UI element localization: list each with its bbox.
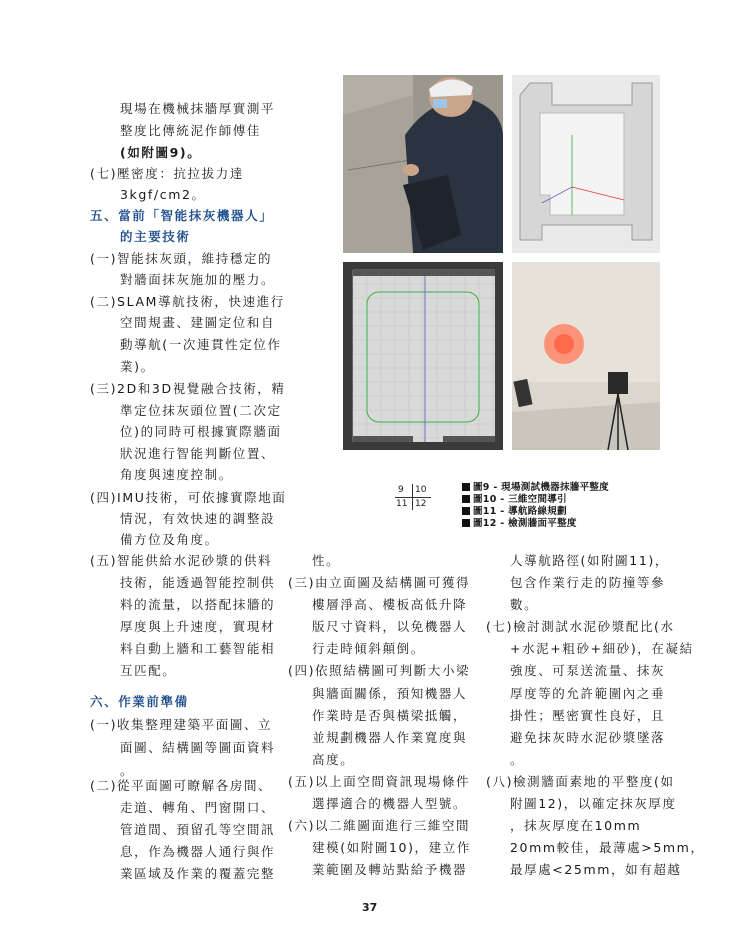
text-line: 業區域及作業的覆蓋完整 <box>120 866 276 881</box>
text-line: 厚度與上升速度，實現材 <box>120 619 276 634</box>
text-line: 性。 <box>312 553 341 568</box>
text-line: 行走時傾斜顛倒。 <box>312 641 425 656</box>
text-line: 20mm較佳，最薄處>5mm， <box>510 840 705 855</box>
text-line: 面圖、結構圖等圖面資料 <box>120 740 276 755</box>
legend-item-12: 圖12 - 檢測牆面平整度 <box>462 515 577 529</box>
text-line: 位)的同時可根據實際牆面 <box>120 424 282 439</box>
text-line: 互匹配。 <box>120 663 177 678</box>
text-line: (四)IMU技術，可依據實際地面 <box>90 490 287 505</box>
text-line: 選擇適合的機器人型號。 <box>312 796 468 811</box>
figure-9-photo <box>343 75 503 253</box>
text-line: 空間規畫、建圖定位和自 <box>120 315 276 330</box>
text-line: 最厚處<25mm，如有超越 <box>510 862 682 877</box>
text-line: 3kgf/cm2。 <box>120 187 206 202</box>
text-line: (五)以上面空間資訊現場條件 <box>288 774 471 789</box>
text-line: (三)2D和3D視覺融合技術，精 <box>90 381 286 396</box>
section-heading: 六、作業前準備 <box>90 694 189 709</box>
text-line: 。 <box>120 763 135 778</box>
figure-10-3d-model <box>512 75 660 253</box>
figure-index-grid <box>395 484 431 510</box>
section-heading: 五、當前「智能抹灰機器人」 <box>90 208 274 223</box>
figure-11-navigation-plan <box>343 262 503 450</box>
text-line: (二)從平面圖可瞭解各房間、 <box>90 778 273 793</box>
grid-bl: 11 <box>396 499 408 509</box>
legend-item-9: 圖9 - 現場測試機器抹牆平整度 <box>462 479 609 493</box>
text-line: 情況，有效快速的調整設 <box>120 511 276 526</box>
legend-item-11: 圖11 - 導航路線規劃 <box>462 503 567 517</box>
text-line: +水泥+粗砂+細砂)，在凝結 <box>510 641 694 656</box>
text-line: 業)。 <box>120 359 155 374</box>
text-line: (七)檢討測試水泥砂漿配比(水 <box>486 619 675 634</box>
text-line: (八)檢測牆面素地的平整度(如 <box>486 774 675 789</box>
text-line: 建模(如附圖10)，建立作 <box>312 840 471 855</box>
grid-tr: 10 <box>415 485 427 495</box>
figure-12-wall-test-photo <box>512 262 660 450</box>
text-line: (六)以二維圖面進行三維空間 <box>288 818 471 833</box>
text-line: 厚度等的允許範圍內之垂 <box>510 686 666 701</box>
text-line: 動導航(一次連貫性定位作 <box>120 337 282 352</box>
text-line: 準定位抹灰頭位置(二次定 <box>120 403 282 418</box>
text-line: 包含作業行走的防撞等參 <box>510 575 666 590</box>
grid-br: 12 <box>415 499 427 509</box>
text-line: 角度與速度控制。 <box>120 467 233 482</box>
grid-tl: 9 <box>398 485 404 495</box>
left-column <box>0 0 300 900</box>
text-line: 樓層淨高、樓板高低升降 <box>312 597 468 612</box>
section-heading: 的主要技術 <box>120 229 191 244</box>
text-line: 。 <box>510 752 525 767</box>
page-number: 37 <box>362 901 378 914</box>
text-line: 現場在機械抹牆厚實測平 <box>120 101 276 116</box>
text-line: 料的流量，以搭配抹牆的 <box>120 597 276 612</box>
text-line: 人導航路徑(如附圖11)， <box>510 553 669 568</box>
text-line: (如附圖9)。 <box>120 145 202 160</box>
text-line: (七)壓密度：抗拉拔力達 <box>90 166 244 181</box>
text-line: 備方位及角度。 <box>120 532 219 547</box>
text-line: 掛性；壓密實性良好，且 <box>510 708 666 723</box>
text-line: 高度。 <box>312 752 355 767</box>
text-line: 與牆面關係，預知機器人 <box>312 686 468 701</box>
text-line: (一)智能抹灰頭，維持穩定的 <box>90 251 273 266</box>
text-line: (二)SLAM導航技術，快速進行 <box>90 294 285 309</box>
text-line: 料自動上牆和工藝智能相 <box>120 641 276 656</box>
text-line: 狀況進行智能判斷位置、 <box>120 446 276 461</box>
legend-item-10: 圖10 - 三維空間導引 <box>462 491 567 505</box>
text-line: 業範圍及轉站點給予機器 <box>312 862 468 877</box>
text-line: 數。 <box>510 597 539 612</box>
text-line: 附圖12)，以確定抹灰厚度 <box>510 796 677 811</box>
text-line: ，抹灰厚度在10mm <box>510 818 642 833</box>
text-line: 作業時是否與橫梁抵觸， <box>312 708 468 723</box>
text-line: 對牆面抹灰施加的壓力。 <box>120 272 276 287</box>
text-line: 整度比傳統泥作師傅佳 <box>120 123 262 138</box>
text-line: 管道間、預留孔等空間訊 <box>120 822 276 837</box>
text-line: (一)收集整理建築平面圖、立 <box>90 717 273 732</box>
text-line: 並規劃機器人作業寬度與 <box>312 730 468 745</box>
text-line: 技術，能透過智能控制供 <box>120 575 276 590</box>
text-line: 強度、可泵送流量、抹灰 <box>510 663 666 678</box>
text-line: 避免抹灰時水泥砂漿墜落 <box>510 730 666 745</box>
text-line: (四)依照結構圖可判斷大小梁 <box>288 663 471 678</box>
text-line: (五)智能供給水泥砂漿的供料 <box>90 553 273 568</box>
text-line: 息，作為機器人通行與作 <box>120 844 276 859</box>
text-line: (三)由立面圖及結構圖可獲得 <box>288 575 471 590</box>
text-line: 版尺寸資料，以免機器人 <box>312 619 468 634</box>
text-line: 走道、轉角、門窗開口、 <box>120 800 276 815</box>
